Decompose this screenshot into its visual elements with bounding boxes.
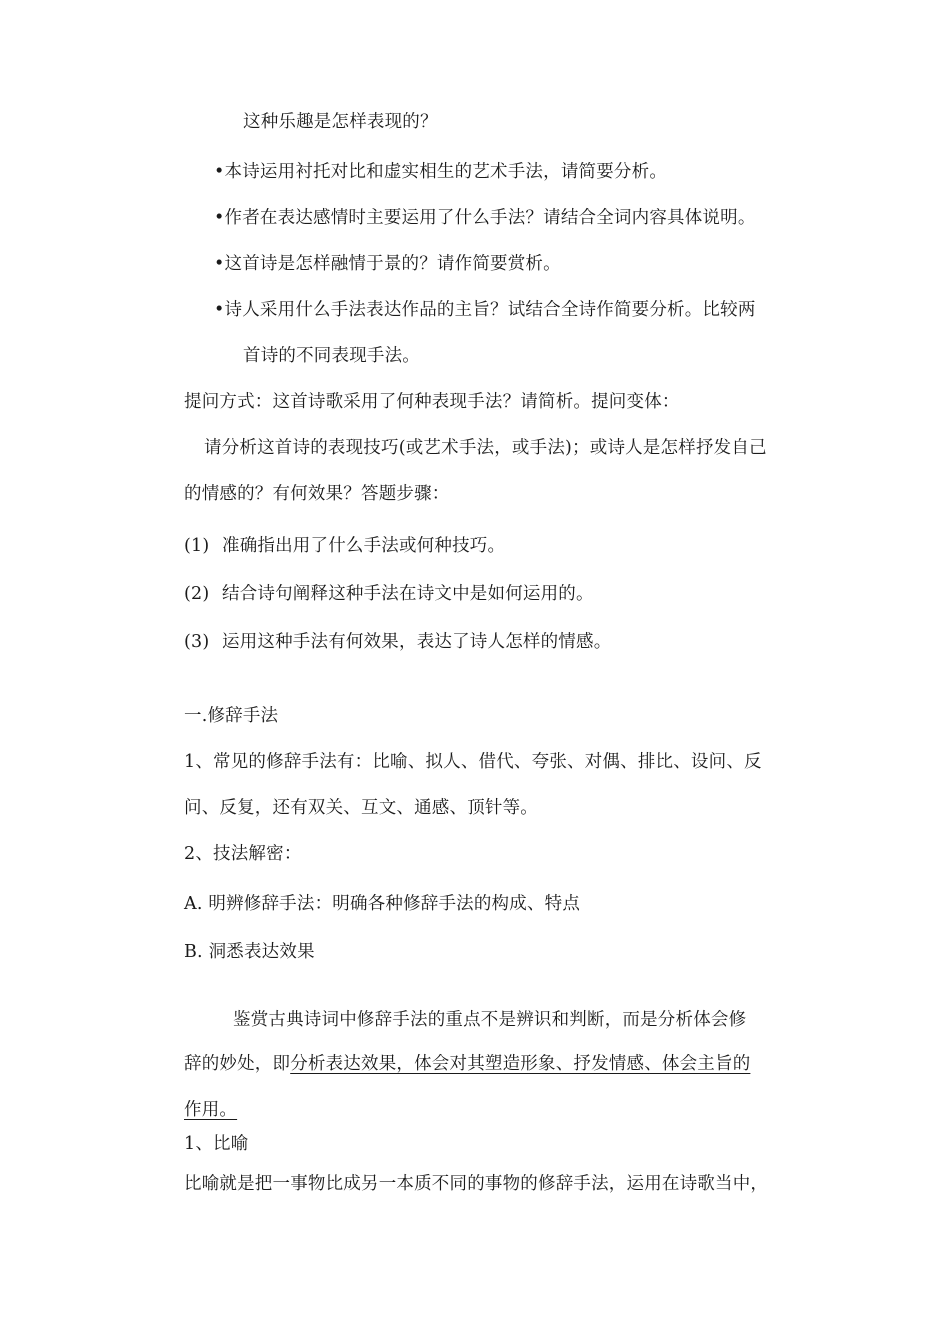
common-devices-line: 1、常见的修辞手法有：比喻、拟人、借代、夸张、对偶、排比、设问、反 (184, 752, 762, 772)
tip-item: A. 明辨修辞手法：明确各种修辞手法的构成、特点 (184, 894, 581, 914)
intro-question: 这种乐趣是怎样表现的？ (243, 112, 438, 132)
bullet-text: 诗人采用什么手法表达作品的主旨？试结合全诗作简要分析。比较两 (224, 300, 756, 320)
step-item (184, 582, 594, 606)
paragraph-text: 辞的妙处，即 (184, 1054, 291, 1074)
bullet-item (214, 160, 667, 184)
bullet-item (214, 298, 756, 322)
step-number: (1) (184, 536, 210, 556)
bullet-mark: • (214, 300, 225, 320)
bullet-mark: • (214, 254, 225, 274)
bullet-item (214, 252, 561, 276)
step-number: (3) (184, 632, 210, 652)
bullet-text: 本诗运用衬托对比和虚实相生的艺术手法，请简要分析。 (224, 162, 668, 182)
ask-method-line: 提问方式：这首诗歌采用了何种表现手法？请简析。提问变体： (184, 392, 680, 412)
paragraph-line (184, 1098, 237, 1122)
section-heading: 一.修辞手法 (184, 706, 279, 726)
underlined-text: 作用。 (184, 1100, 238, 1120)
step-item (184, 630, 611, 654)
bullet-mark: • (214, 208, 225, 228)
subsection-heading: 1、比喻 (184, 1134, 249, 1154)
variant-line: 的情感的？有何效果？答题步骤： (184, 484, 450, 504)
underlined-text: 分析表达效果，体会对其塑造形象、抒发情感、体会主旨的 (290, 1054, 751, 1074)
common-devices-line: 问、反复，还有双关、互文、通感、顶针等。 (184, 798, 538, 818)
bullet-mark: • (214, 162, 225, 182)
step-number: (2) (184, 584, 210, 604)
tips-heading: 2、技法解密： (184, 844, 302, 864)
bullet-text: 这首诗是怎样融情于景的？请作简要赏析。 (224, 254, 561, 274)
bullet-text: 作者在表达感情时主要运用了什么手法？请结合全词内容具体说明。 (224, 208, 756, 228)
variant-line: 请分析这首诗的表现技巧(或艺术手法，或手法)；或诗人是怎样抒发自己 (204, 438, 767, 458)
step-item (184, 534, 505, 558)
step-text: 结合诗句阐释这种手法在诗文中是如何运用的。 (222, 584, 594, 604)
bullet-item (214, 206, 756, 230)
tip-item: B. 洞悉表达效果 (184, 942, 315, 962)
step-text: 准确指出用了什么手法或何种技巧。 (222, 536, 506, 556)
bullet-continuation: 首诗的不同表现手法。 (243, 346, 420, 366)
definition-line: 比喻就是把一事物比成另一本质不同的事物的修辞手法，运用在诗歌当中， (184, 1174, 769, 1194)
paragraph-line (184, 1052, 750, 1076)
paragraph-line: 鉴赏古典诗词中修辞手法的重点不是辨识和判断，而是分析体会修 (233, 1010, 747, 1030)
step-text: 运用这种手法有何效果，表达了诗人怎样的情感。 (222, 632, 612, 652)
